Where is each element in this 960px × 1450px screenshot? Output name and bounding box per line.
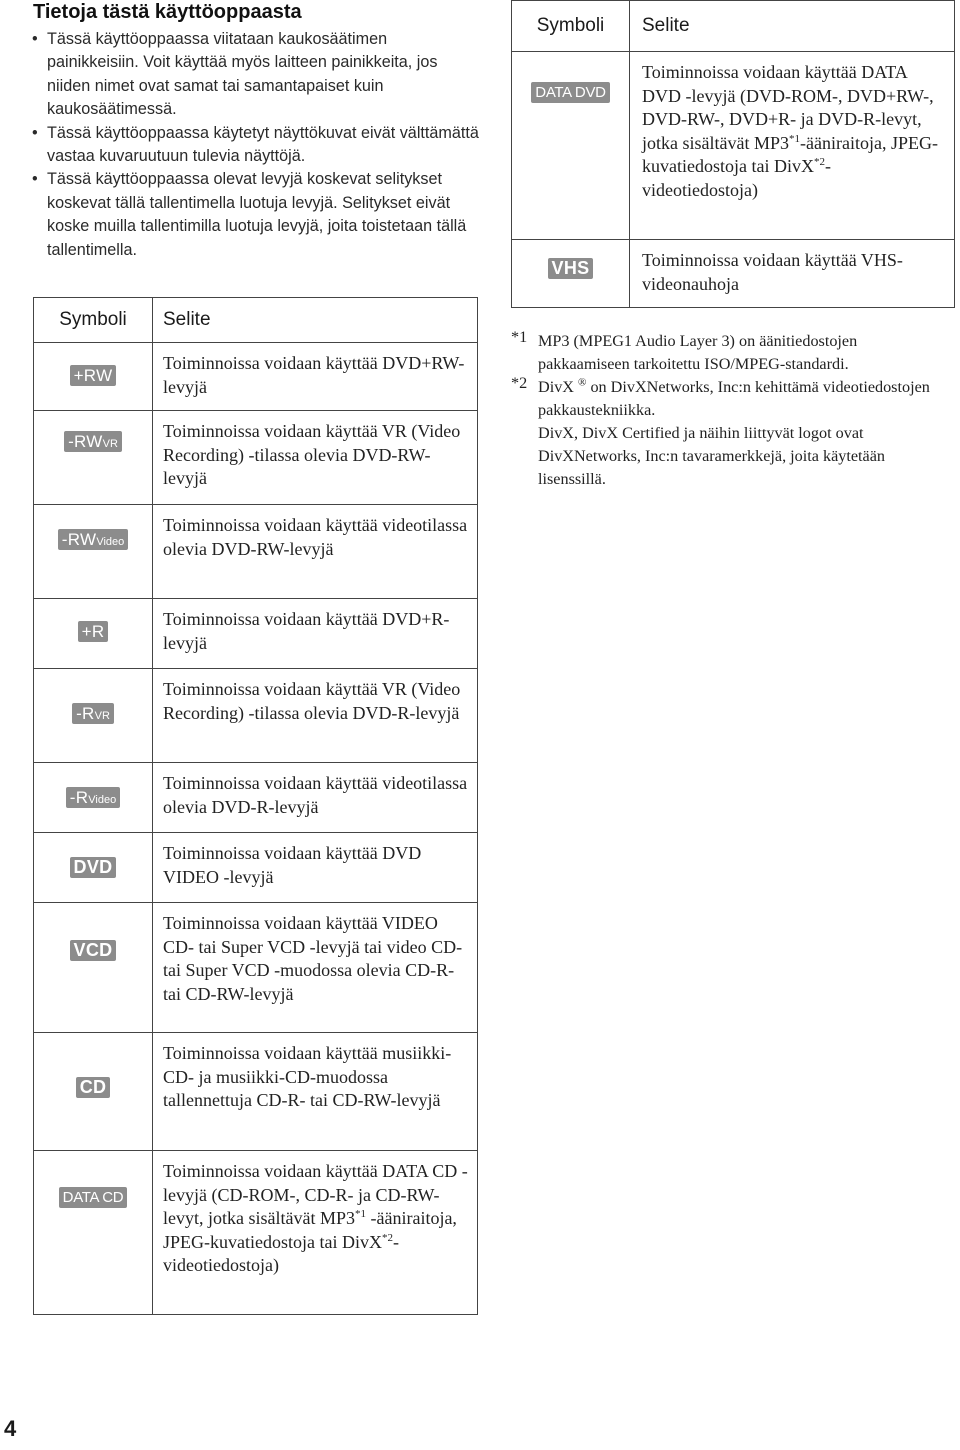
table-row <box>34 1033 478 1151</box>
row-desc: Toiminnoissa voidaan käyttää DATA DVD -levyjä (DVD-ROM-, DVD+RW-, DVD-RW-, DVD+R- ja DVD-R-levyt, jotka sisältävät MP3$^{*1}$-ääniraitoja, JPEG-kuvatiedostoja tai DivX$^{*2}$-videotiedostoja) <box>630 52 955 240</box>
footnote-text: DivX ® on DivXNetworks, Inc:n kehittämä videotiedostojen pakkaustekniikka. <box>538 376 930 419</box>
table-header-row <box>34 298 478 343</box>
minus-r-vr-icon: -RVR <box>72 703 114 724</box>
data-dvd-icon: DATA DVD <box>531 82 609 103</box>
row-desc: Toiminnoissa voidaan käyttää VHS-videonauhoja <box>630 240 955 308</box>
row-desc: Toiminnoissa voidaan käyttää videotilassa olevia DVD-RW-levyjä <box>153 505 478 599</box>
row-desc: Toiminnoissa voidaan käyttää VR (Video Recording) -tilassa olevia DVD-RW-levyjä <box>153 411 478 505</box>
row-desc: Toiminnoissa voidaan käyttää DVD VIDEO -levyjä <box>153 833 478 903</box>
minus-r-video-icon: -RVideo <box>66 787 120 808</box>
row-desc: Toiminnoissa voidaan käyttää VIDEO CD- tai Super VCD -levyjä tai video CD- tai Super VCD -muodossa olevia CD-R- tai CD-RW-levyjä <box>153 903 478 1033</box>
vhs-icon: VHS <box>548 258 594 279</box>
dvd-icon: DVD <box>70 857 117 878</box>
table-row <box>34 505 478 599</box>
column-header-symbol: Symboli <box>512 1 630 52</box>
table-row <box>512 52 955 240</box>
vcd-icon: VCD <box>70 940 117 961</box>
table-row <box>34 903 478 1033</box>
table-row <box>34 833 478 903</box>
table-row <box>34 343 478 411</box>
footnote-mark: *2 <box>511 374 528 392</box>
symbol-table-left <box>33 297 478 1315</box>
column-header-symbol: Symboli <box>34 298 153 343</box>
row-desc: Toiminnoissa voidaan käyttää DATA CD -levyjä (CD-ROM-, CD-R- ja CD-RW-levyt, jotka sisältävät MP3$^{*1}$ -ääniraitoja, JPEG-kuvatiedostoja tai DivX$^{*2}$-videotiedostoja) <box>153 1151 478 1315</box>
table-row <box>34 1151 478 1315</box>
intro-bullet: • Tässä käyttöoppaassa olevat levyjä koskevat selitykset koskevat tällä tallentimella luotuja levyjä. Selitykset eivät koske muilla tallentimilla luotuja levyjä, joita toistetaan tällä tallentimella. <box>32 170 467 259</box>
row-desc: Toiminnoissa voidaan käyttää DVD+RW-levyjä <box>153 343 478 411</box>
footnote-text: MP3 (MPEG1 Audio Layer 3) on äänitiedostojen pakkaamiseen tarkoitettu ISO/MPEG-standardi. <box>538 332 858 373</box>
intro-bullet: • Tässä käyttöoppaassa käytetyt näyttökuvat eivät välttämättä vastaa kuvaruutuun tulevia näyttöjä. <box>32 123 479 166</box>
data-cd-icon: DATA CD <box>59 1187 128 1208</box>
row-desc: Toiminnoissa voidaan käyttää DVD+R-levyjä <box>153 599 478 669</box>
table-row <box>34 599 478 669</box>
row-desc: Toiminnoissa voidaan käyttää videotilassa olevia DVD-R-levyjä <box>153 763 478 833</box>
footnote-1 <box>511 326 951 376</box>
footnote-text: DivX, DivX Certified ja näihin liittyvät logot ovat DivXNetworks, Inc:n tavaramerkkejä, joita käytetään lisenssillä. <box>538 424 885 488</box>
intro-bullet: • Tässä käyttöoppaassa viitataan kaukosäätimen painikkeisiin. Voit käyttää myös laitteen painikkeita, jos niiden nimet ovat samat tai samantapaiset kuin kaukosäätimessä. <box>32 30 438 119</box>
table-row <box>34 763 478 833</box>
row-desc: Toiminnoissa voidaan käyttää musiikki-CD- ja musiikki-CD-muodossa tallennettuja CD-R- tai CD-RW-levyjä <box>153 1033 478 1151</box>
footnote-mark: *1 <box>511 328 528 346</box>
table-row <box>512 240 955 308</box>
intro-list <box>30 28 480 262</box>
column-header-desc: Selite <box>153 298 478 343</box>
table-header-row <box>512 1 955 52</box>
plus-rw-icon: +RW <box>70 365 117 386</box>
cd-icon: CD <box>76 1077 111 1098</box>
row-desc: Toiminnoissa voidaan käyttää VR (Video Recording) -tilassa olevia DVD-R-levyjä <box>153 669 478 763</box>
plus-r-icon: +R <box>78 621 109 642</box>
minus-rw-vr-icon: -RWVR <box>64 431 122 452</box>
table-row <box>34 411 478 505</box>
symbol-table-right <box>511 0 955 308</box>
minus-rw-video-icon: -RWVideo <box>58 529 129 550</box>
page-title: Tietoja tästä käyttöoppaasta <box>33 1 302 23</box>
table-row <box>34 669 478 763</box>
footnote-2 <box>511 372 951 491</box>
page-number: 4 <box>4 1416 17 1441</box>
column-header-desc: Selite <box>630 1 955 52</box>
